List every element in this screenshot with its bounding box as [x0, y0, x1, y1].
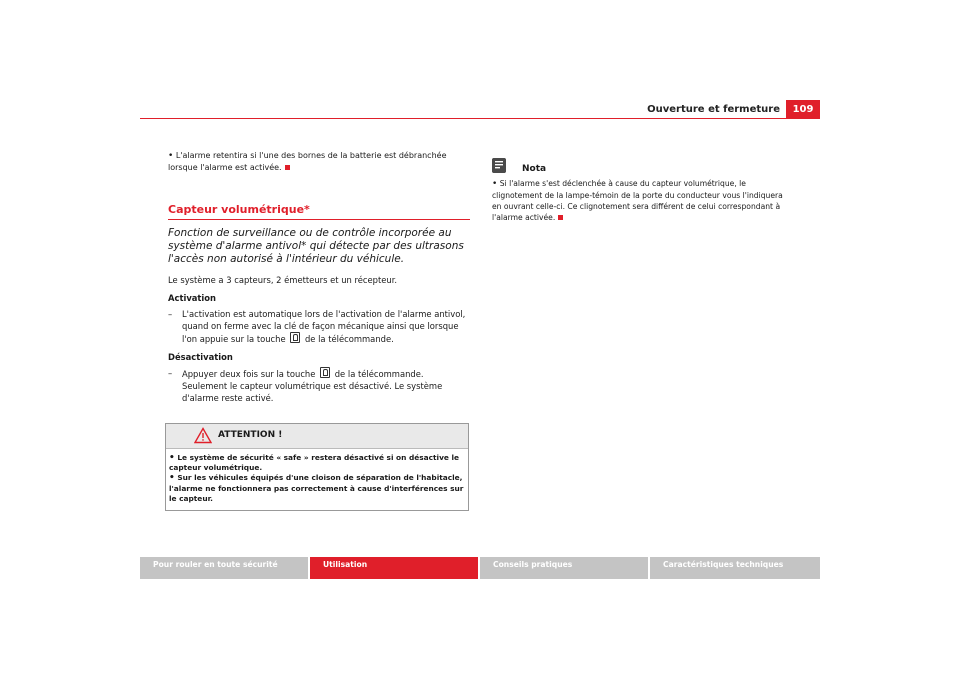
deactivation-text: Appuyer deux fois sur la touche — [182, 368, 316, 379]
warning-box — [165, 423, 469, 511]
note-text: Si l'alarme s'est déclenchée à cause du capteur volumétrique, le clignotement de la lampe-témoin de la porte du conducteur vous l'indiquera en ouvrant celle-ci. Ce clignotement sera différent de celui correspondant à l'alarme activée. — [492, 179, 783, 222]
bullet-icon: • — [169, 452, 175, 463]
warning-title: ATTENTION ! — [218, 429, 283, 440]
deactivation-label: Désactivation — [168, 352, 233, 363]
padlock-key-icon — [320, 367, 330, 378]
note-body — [492, 178, 792, 223]
warning-header — [166, 424, 468, 449]
header-divider — [140, 118, 820, 119]
warning-body — [166, 449, 468, 510]
section-heading: Capteur volumétrique* — [168, 203, 310, 216]
bullet-icon: • — [169, 473, 175, 484]
intro-bullet — [168, 150, 470, 173]
section-divider — [168, 219, 470, 220]
deactivation-item: – Appuyer deux fois sur la touche de la télécommande. Seulement le capteur volumétrique est désactivé. Le système d'alarme reste activé. — [168, 367, 443, 404]
warning-item — [169, 473, 465, 504]
warning-item — [169, 453, 465, 474]
end-of-section-icon — [285, 165, 290, 170]
right-column — [492, 158, 792, 223]
warning-triangle-icon — [194, 427, 212, 444]
activation-label: Activation — [168, 293, 217, 304]
note-title: Nota — [522, 164, 547, 174]
section-subtitle: Fonction de surveillance ou de contrôle incorporée au système d'alarme antivol* qui détecte par des ultrasons l'accès non autorisé à l'intérieur du véhicule. — [168, 227, 464, 265]
bullet-icon: • — [168, 151, 174, 161]
intro-paragraph: Le système a 3 capteurs, 2 émetteurs et un récepteur. — [168, 275, 398, 285]
note-header — [492, 158, 792, 176]
activation-item: – L'activation est automatique lors de l'activation de l'alarme antivol, quand on ferme avec la clé de façon mécanique ainsi que lorsque l'on appuie sur la touche de la télécommande. — [168, 308, 466, 345]
intro-bullet-text: L'alarme retentira si l'une des bornes de la batterie est débranchée lorsque l'alarme est activée. — [168, 151, 447, 172]
chapter-title: Ouverture et fermeture — [647, 104, 780, 115]
activation-text-end: de la télécommande. — [304, 334, 394, 345]
left-column — [168, 150, 470, 511]
padlock-key-icon — [290, 332, 300, 343]
warning-item-text: Le système de sécurité « safe » restera désactivé si on désactive le capteur volumétrique. — [169, 452, 460, 473]
page-number: 109 — [786, 100, 820, 119]
note-icon — [492, 158, 506, 173]
bullet-icon: • — [492, 179, 498, 189]
activation-text: L'activation est automatique lors de l'activation de l'alarme antivol, quand on ferme avec la clé de façon mécanique ainsi que lorsque l'on appuie sur la touche — [182, 308, 466, 345]
footer-nav — [140, 557, 820, 579]
deactivation-text-end: de la télécommande. Seulement le capteur volumétrique est désactivé. Le système d'alarme reste activé. — [182, 368, 443, 404]
footer-tab-tips[interactable]: Conseils pratiques — [480, 557, 648, 579]
footer-tab-safety[interactable]: Pour rouler en toute sécurité — [140, 557, 308, 579]
warning-item-text: Sur les véhicules équipés d'une cloison de séparation de l'habitacle, l'alarme ne fonctionnera pas correctement à cause d'interférences sur le capteur. — [169, 473, 464, 504]
end-of-section-icon — [558, 215, 563, 220]
footer-tab-specs[interactable]: Caractéristiques techniques — [650, 557, 820, 579]
footer-tab-usage[interactable]: Utilisation — [310, 557, 478, 579]
